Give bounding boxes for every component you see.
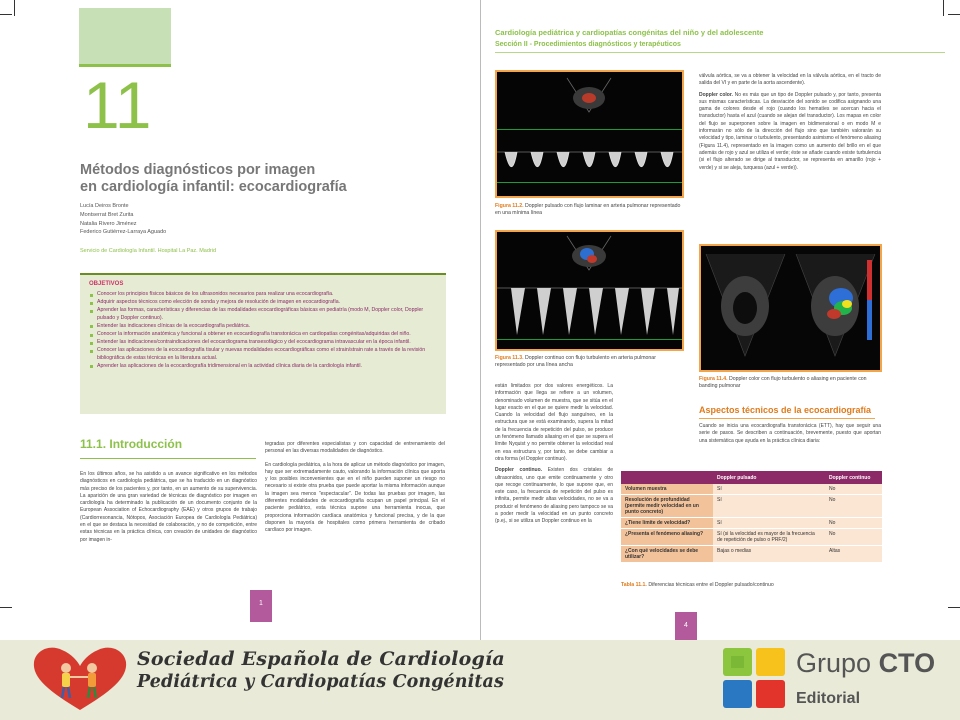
crop-mark — [0, 14, 12, 15]
figure-label: Figura 11.4. — [699, 376, 728, 382]
crop-mark — [14, 0, 15, 16]
running-head: Cardiología pediátrica y cardiopatías congénitas del niño y del adolescente — [495, 28, 764, 37]
crop-mark — [948, 607, 960, 608]
objective-item: Entender las indicaciones/contraindicaciones del ecocardiograma transesofágico y del ecocardiograma intravascular en la época infantil. — [89, 339, 437, 346]
figure-caption — [495, 203, 685, 217]
author-list — [80, 202, 166, 237]
table-row — [621, 484, 882, 495]
chapter-header-block — [79, 8, 171, 64]
figure-caption — [495, 355, 685, 369]
section-title: Introducción — [109, 437, 183, 451]
term: Doppler color. — [699, 91, 733, 98]
paragraph-text: Existen dos cristales de ultrasonidos, uno que emite continuamente y otro que recoge continuamente, lo que supone que, en este caso, la frecuencia de repetición del pulso es infinita, permite medir altas velocidades, no se va a producir el fenómeno de aliasing pero tampoco se va a poder medir la velocidad en un punto concreto (p.ej., si se utiliza un Doppler continuo en la — [495, 467, 614, 525]
chapter-number: 11 — [83, 68, 152, 142]
intro-column-2 — [265, 441, 445, 535]
society-name-line1: Sociedad Española de Cardiología — [137, 648, 505, 670]
right-page — [480, 0, 960, 640]
affiliation: Servicio de Cardiología Infantil. Hospital La Paz. Madrid — [80, 248, 217, 254]
objective-item: Entender las indicaciones clínicas de la ecocardiografía pediátrica. — [89, 323, 437, 330]
figure-caption-text: Doppler color con flujo turbulento o aliasing en paciente con banding pulmonar — [699, 376, 867, 389]
table-cell: No — [825, 529, 882, 546]
society-name-line2: Pediátrica y Cardiopatías Congénitas — [137, 672, 504, 692]
table-cell: Sí — [713, 484, 825, 495]
page-number-tab: 4 — [675, 612, 697, 640]
page-gutter — [480, 0, 481, 640]
table-header-cell: Doppler continuo — [825, 471, 882, 484]
publisher-name — [796, 648, 935, 679]
table-header-row — [621, 471, 882, 484]
figure-color-doppler — [699, 244, 882, 372]
section-rule — [80, 458, 256, 459]
section-rule — [699, 418, 875, 419]
left-page — [0, 0, 480, 640]
header-rule — [495, 52, 945, 53]
chapter-title — [80, 162, 460, 196]
middle-column-text — [495, 383, 613, 526]
section-heading — [80, 437, 182, 451]
ultrasound-image — [701, 246, 880, 370]
paragraph — [495, 467, 613, 525]
table-cell: ¿Con qué velocidades se debe utilizar? — [621, 546, 713, 563]
table-cell: Altas — [825, 546, 882, 563]
chapter-header-rule — [79, 64, 171, 67]
table-row — [621, 529, 882, 546]
author: Montserrat Bret Zurita — [80, 211, 134, 218]
table-cell: Sí — [713, 495, 825, 518]
objectives-list — [89, 291, 437, 370]
objectives-title: OBJETIVOS — [89, 281, 124, 287]
figure-continuous-doppler — [495, 230, 684, 351]
objective-item: Conocer los principios físicos básicos de los ultrasonidos necesarios para realizar una ecocardiografía. — [89, 291, 437, 298]
aspects-text: Cuando se inicia una ecocardiografía transtorácica (ETT), hay que seguir una serie de pasos. Se describen a continuación, brevemente, puesto que aportan una sistemática que ayuda en la práctica clínica diaria: — [699, 423, 881, 444]
table-cell: Sí — [713, 518, 825, 529]
table-label: Tabla 11.1. — [621, 582, 647, 588]
figure-label: Figura 11.3. — [495, 355, 524, 361]
publisher-grupo: Grupo — [796, 648, 872, 678]
table-caption-text: Diferencias técnicas entre el Doppler pulsado/continuo — [648, 582, 774, 588]
table-cell: No — [825, 495, 882, 518]
publisher-editorial: Editorial — [796, 690, 861, 707]
figure-label: Figura 11.2. — [495, 203, 524, 209]
table-cell: Volumen muestra — [621, 484, 713, 495]
author: Natalia Rivero Jiménez — [80, 220, 137, 227]
table-cell: Resolución de profundidad (permite medir velocidad en un punto concreto) — [621, 495, 713, 518]
table-header-cell: Doppler pulsado — [713, 471, 825, 484]
objective-item: Aprender las aplicaciones de la ecocardiografía tridimensional en la actividad clínica diaria de la cardiología infantil. — [89, 363, 437, 370]
figure-caption-text: Doppler continuo con flujo turbulento en arteria pulmonar representado por una línea ancha — [495, 355, 656, 368]
table-row — [621, 546, 882, 563]
page-number-tab: 1 — [250, 590, 272, 622]
paragraph: válvula aórtica, se va a obtener la velocidad en la válvula aórtica, en el tracto de salida del VI y en parte de la aorta ascendente). — [699, 73, 881, 87]
table-cell: No — [825, 484, 882, 495]
ultrasound-image — [497, 72, 682, 196]
objective-item: Adquirir aspectos técnicos como elección de sonda y mejora de resolución de imagen en ecocardiografía. — [89, 299, 437, 306]
table-cell: Sí (si la velocidad es mayor de la frecuencia de repetición de pulso o PRF/2) — [713, 529, 825, 546]
crop-mark — [943, 0, 944, 16]
author: Federico Gutiérrez-Larraya Aguado — [80, 229, 167, 236]
table-row — [621, 495, 882, 518]
figure-caption-text: Doppler pulsado con flujo laminar en arteria pulmonar representado en una mínima línea — [495, 203, 681, 216]
publisher-cto: CTO — [878, 648, 936, 678]
paragraph: están limitados por dos valores energéticos. La información que llega se refiere a un volumen, denominado volumen de muestra, que se sitúa en el lugar exacto en el que se quiere medir la velocidad. Cuando la velocidad del flujo sanguíneo, en la estructura que se está examinando, supera la mitad de la frecuencia de repetición del pulso, se produce un fenómeno llamado aliasing en el que se supera el límite Nyquist y no permite obtener la velocidad real en esa estructura y, por tanto, se debe cambiar a otra forma (el Doppler continuo). — [495, 383, 613, 462]
society-heart-logo-icon — [30, 644, 130, 712]
chapter-title-line: en cardiología infantil: ecocardiografía — [80, 179, 347, 195]
ultrasound-image — [497, 232, 682, 349]
figure-pulsed-doppler — [495, 70, 684, 198]
table-caption — [621, 582, 774, 588]
objective-item: Aprender las formas, características y diferencias de las modalidades ecocardiográficas básicas en pediatría (modo M, Doppler color, Doppler pulsado y Doppler continuo). — [89, 307, 437, 321]
table-cell: ¿Presenta el fenómeno aliasing? — [621, 529, 713, 546]
paragraph-text: No es más que un tipo de Doppler pulsado y, por tanto, presenta sus mismas características. La desviación del sonido se codifica asignando una gama de colores desde el rojo (cuando los hematíes se acercan hacia el transductor) hasta el azul (cuando se alejan del transductor). Los mapas en color del flujo se superponen sobre la imagen en bidimensional o en modo M e informarán no sólo de la dirección del flujo sino que también valorarán su velocidad y tipo, laminar o turbulento, presentando asimismo el fenómeno aliasing (Figura 11.4), representado en la imagen como un aumento del brillo en el que además de rojo y azul se utiliza el verde; éste se añade cuando existe turbulencia (si el flujo alterado se dirige al transductor, se representa en amarillo (rojo + verde) y si se aleja, turquesa (azul + verde)). — [699, 91, 881, 171]
section-number: 11.1. — [80, 437, 107, 451]
crop-mark — [0, 607, 12, 608]
objectives-box — [80, 273, 446, 414]
chapter-title-line: Métodos diagnósticos por imagen — [80, 162, 316, 178]
right-column-text — [699, 73, 881, 172]
table-row — [621, 518, 882, 529]
table-header-cell — [621, 471, 713, 484]
objective-item: Conocer las aplicaciones de la ecocardiografía tisular y nuevas modalidades ecocardiográficas como el strain/strain rate a través de la revisión bibliográfica de estas técnicas en la literatura actual. — [89, 347, 437, 361]
paragraph — [699, 92, 881, 172]
table-cell: Bajas o medias — [713, 546, 825, 563]
section-heading: Aspectos técnicos de la ecocardiografía — [699, 405, 872, 415]
crop-mark — [948, 14, 960, 15]
author: Lucía Deiros Bronte — [80, 203, 129, 209]
term: Doppler continuo. — [495, 467, 543, 474]
cto-logo-icon — [723, 648, 785, 708]
figure-caption — [699, 376, 881, 390]
table-cell: No — [825, 518, 882, 529]
table-cell: ¿Tiene límite de velocidad? — [621, 518, 713, 529]
intro-paragraph: En cardiología pediátrica, a la hora de aplicar un método diagnóstico por imagen, hay que ser extremadamente cauto, valorando la información clínica que aporta y los posibles inconvenientes que en el niño pueden suponer un riesgo no necesario si existe otra prueba que puede aportar la misma información aunque la imagen sea menos "espectacular". De todas las pruebas por imagen, las diferentes modalidades de ecocardiografía ocupan un papel principal. En el paciente pediátrico, esta técnica supone una herramienta inocua, que proporciona información cardíaca anatómica y funcional precisa, y de la que disponen la mayoría de hospitales como primera herramienta de cribado cardíaco por imagen. — [265, 461, 445, 534]
comparison-table — [621, 471, 882, 563]
objective-item: Conocer la información anatómica y funcional a obtener en ecocardiografía transtorácica en cardiopatías congénitas/adquiridas del niño. — [89, 331, 437, 338]
running-subhead: Sección II - Procedimientos diagnósticos y terapéuticos — [495, 41, 681, 48]
intro-column-1: En los últimos años, se ha asistido a un avance significativo en los métodos diagnósticos en cardiología pediátrica, que se ha traducido en un diagnóstico más preciso de los pacientes y, por tanto, en un aumento de su supervivencia. La aparición de una gran variedad de técnicas de diagnóstico por imagen en cardiología ha determinado la publicación de un documento conjunto de la European Association of Echocardiography (EAE) y otros grupos de trabajo (Cardiorresonancia, Nótopos, Asociación Europea de Cardiología Pediátrica) en el que se destaca la necesidad de colaboración, y no de competición, entre estas técnicas en la práctica clínica, con creación de unidades de diagnóstico por imagen in- — [80, 471, 257, 543]
intro-paragraph: tegradas por diferentes especialistas y con capacidad de entrenamiento del personal en las diversas modalidades de diagnóstico. — [265, 441, 445, 455]
